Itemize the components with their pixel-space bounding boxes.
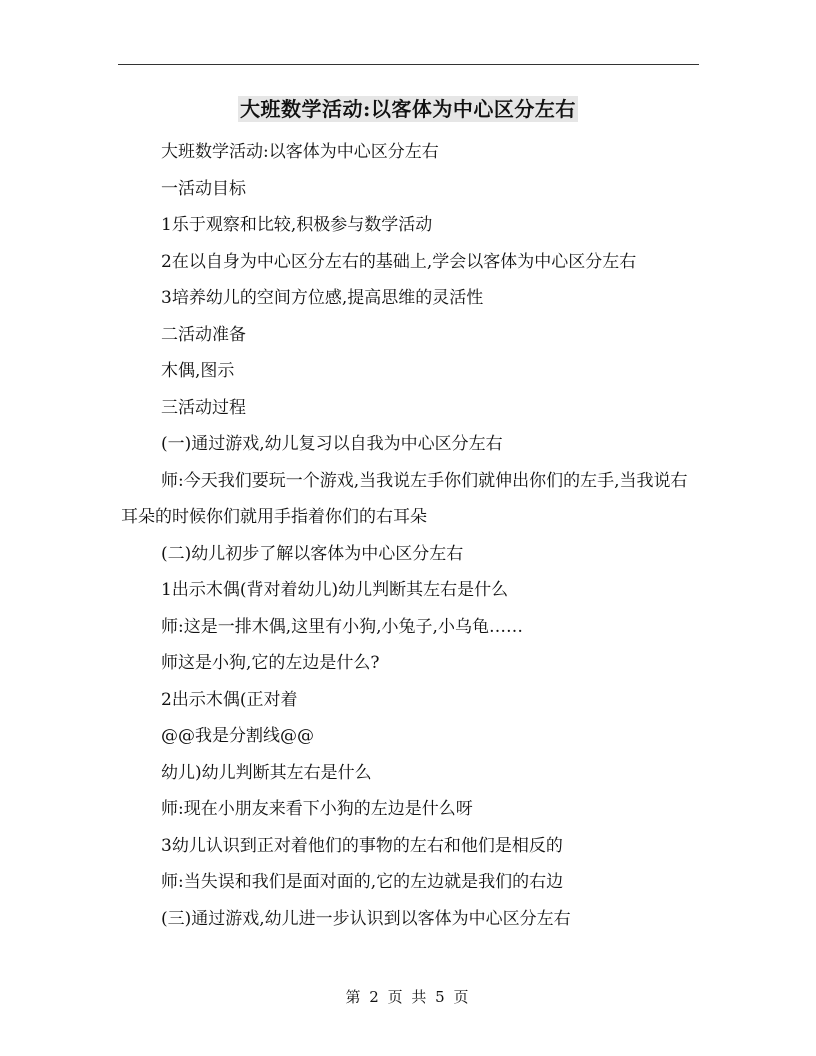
separator-marker: @@我是分割线@@: [161, 726, 314, 746]
paragraph: (三)通过游戏,幼儿进一步认识到以客体为中心区分左右: [161, 908, 571, 929]
paragraph: 木偶,图示: [161, 361, 235, 381]
page-footer: [0, 986, 816, 1008]
paragraph: 大班数学活动:以客体为中心区分左右: [161, 142, 439, 162]
document-title-text: 大班数学活动:以客体为中心区分左右: [240, 97, 576, 121]
paragraph: (一)通过游戏,幼儿复习以自我为中心区分左右: [161, 434, 503, 454]
paragraph: 1乐于观察和比较,积极参与数学活动: [161, 215, 433, 235]
paragraph: 3培养幼儿的空间方位感,提高思维的灵活性: [161, 288, 484, 308]
paragraph: 1出示木偶(背对着幼儿)幼儿判断其左右是什么: [161, 580, 509, 600]
paragraph: 2在以自身为中心区分左右的基础上,学会以客体为中心区分左右: [161, 251, 637, 272]
paragraph: (二)幼儿初步了解以客体为中心区分左右: [161, 543, 464, 564]
paragraph: 三活动过程: [161, 397, 246, 418]
paragraph: 一活动目标: [161, 178, 246, 199]
paragraph: 二活动准备: [161, 324, 246, 345]
page-number: 第 2 页 共 5 页: [345, 988, 471, 1006]
header-rule: [118, 64, 699, 65]
paragraph: 师:今天我们要玩一个游戏,当我说左手你们就伸出你们的左手,当我说右耳朵的时候你们就用手指着你们的右耳朵: [121, 470, 688, 527]
paragraph: 师:现在小朋友来看下小狗的左边是什么呀: [161, 799, 473, 819]
paragraph: 师:这是一排木偶,这里有小狗,小兔子,小乌龟……: [161, 616, 523, 637]
document-title: [0, 94, 816, 124]
paragraph: 3幼儿认识到正对着他们的事物的左右和他们是相反的: [161, 835, 563, 856]
paragraph: 师这是小狗,它的左边是什么?: [161, 653, 380, 673]
paragraph: 师:当失误和我们是面对面的,它的左边就是我们的右边: [161, 872, 564, 892]
paragraph: 幼儿)幼儿判断其左右是什么: [161, 762, 372, 783]
paragraph: 2出示木偶(正对着: [161, 689, 298, 710]
document-body: [121, 134, 697, 937]
